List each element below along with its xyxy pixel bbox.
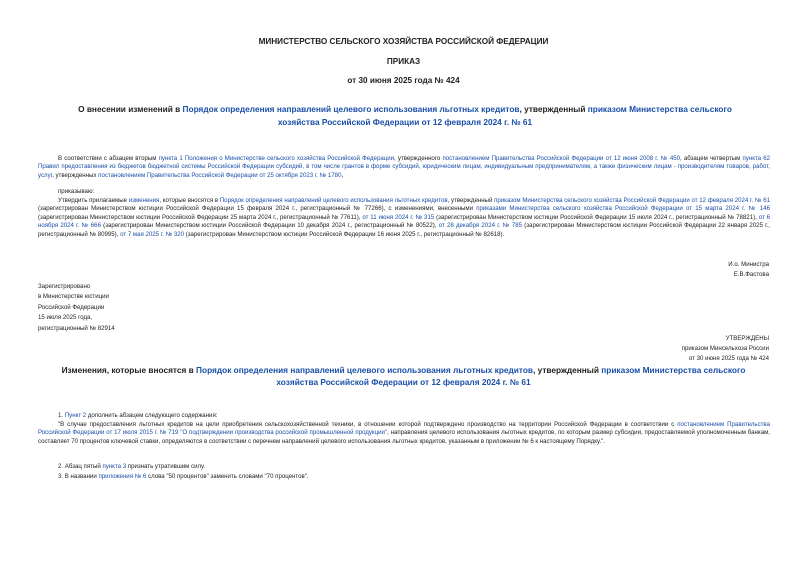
approve-link-order-785[interactable]: от 28 декабря 2024 г. № 785	[438, 222, 523, 230]
registration-line: регистрационный № 82914	[38, 324, 115, 332]
approve-link-procedure[interactable]: Порядок определения направлений целевого использования льготных кредитов	[219, 197, 448, 204]
signature-position: И.о. Министра	[728, 261, 769, 268]
item-1-quote	[38, 421, 770, 446]
registration-block	[38, 282, 238, 334]
approved-line: приказом Минсельхоза России	[681, 345, 769, 353]
doc-date-number: от 30 июня 2025 года № 424	[347, 76, 460, 85]
approve-link-order-315[interactable]: от 11 июня 2024 г. № 315	[362, 213, 435, 221]
approve-link-order-320[interactable]: от 7 мая 2025 г. № 320	[120, 230, 185, 238]
title-mid: , утвержденный	[519, 104, 588, 114]
approve-paragraph	[38, 197, 770, 239]
approved-line: от 30 июня 2025 года № 424	[688, 355, 769, 363]
approve-link-order-146[interactable]: приказами Министерства сельского хозяйства Российской Федерации от 15 марта 2024 г. № 146	[476, 205, 770, 213]
title-pre: О внесении изменений в	[78, 104, 183, 114]
item-text: признать утратившим силу.	[126, 463, 206, 470]
changes-title-link-order[interactable]: приказом Министерства сельского хозяйства Российской Федерации от 12 февраля 2024 г. № 61	[276, 365, 746, 387]
preamble-text: В соответствии с абзацем вторым	[58, 155, 159, 162]
item-text: слова "50 процентов" заменить словами "70 процентов".	[146, 473, 309, 480]
preamble-text: , утвержденных	[52, 171, 99, 179]
approve-link-changes[interactable]: изменения	[128, 197, 160, 204]
approve-text: (зарегистрирован Министерством юстиции Российской Федерации 22 января 2025 г., регистрационный № 80995),	[38, 222, 770, 238]
approve-text: , утвержденный	[447, 197, 495, 204]
changes-title-pre: Изменения, которые вносятся в	[61, 365, 197, 375]
item-text: 2. Абзац пятый	[58, 463, 103, 470]
preamble-link-resolution-450[interactable]: постановлением Правительства Российской Федерации от 12 июня 2008 г. № 450	[442, 155, 681, 162]
preamble-text: , утвержденного	[394, 155, 443, 162]
item-text: 3. В названии	[58, 473, 99, 480]
doc-title	[60, 103, 750, 129]
registration-line: 15 июля 2025 года,	[38, 314, 93, 322]
item-1-link-point-2[interactable]: Пункт 2	[64, 412, 87, 419]
approve-text: Утвердить прилагаемые	[58, 197, 129, 204]
ministry-name: МИНИСТЕРСТВО СЕЛЬСКОГО ХОЗЯЙСТВА РОССИЙСКОЙ ФЕДЕРАЦИИ	[258, 37, 549, 46]
preamble-link-regulation[interactable]: пункта 1 Положения о Министерстве сельского хозяйства Российской Федерации	[158, 155, 395, 162]
approve-text: , которые вносятся в	[159, 197, 220, 204]
changes-title	[40, 364, 767, 388]
item-2-link-point-3[interactable]: пункта 3	[102, 463, 127, 470]
preamble-text: , абзацем четвертым	[680, 155, 743, 162]
registration-line: Российской Федерации	[38, 303, 105, 311]
approve-text: (зарегистрирован Министерством юстиции Российской Федерации 25 марта 2024 г., регистрационный № 77611),	[38, 213, 363, 221]
preamble-link-resolution-1780[interactable]: постановлением Правительства Российской Федерации от 25 октября 2023 г. № 1780	[98, 171, 342, 179]
quote-text: "В случае предоставления льготных кредитов на цели приобретения сельскохозяйственной техники, в отношении которой подтверждено производство на территории Российской Федерации в соответствии с	[58, 421, 678, 428]
item-3	[58, 473, 770, 481]
item-number: 1.	[58, 412, 65, 419]
quote-text: , направления целевого использования льготных кредитов, по которым размер субсидии, предоставляемой уполномоченным банкам, составляет 70 процентов ключевой ставки, определяются в соответствии с перечнем направлений целевого использования льготных кредитов, указанным в приложении № 6 к настоящему Порядку.".	[38, 429, 770, 445]
item-3-link-appendix-6[interactable]: приложения № 6	[98, 473, 147, 480]
doc-type: ПРИКАЗ	[386, 57, 421, 66]
orders-line: приказываю:	[58, 188, 95, 195]
title-link-ministry-order[interactable]: приказом Министерства сельского хозяйства Российской Федерации от 12 февраля 2024 г. № 61	[277, 104, 732, 127]
changes-title-link-procedure[interactable]: Порядок определения направлений целевого использования льготных кредитов	[196, 365, 533, 375]
item-text: дополнить абзацем следующего содержания:	[86, 412, 218, 419]
registration-line: Зарегистрировано	[38, 283, 91, 290]
signature-name: Е.В.Фастова	[733, 271, 769, 278]
item-2	[58, 463, 770, 471]
changes-title-mid: , утвержденный	[533, 365, 602, 375]
title-link-order-procedure[interactable]: Порядок определения направлений целевого использования льготных кредитов	[182, 104, 520, 114]
approve-text: (зарегистрирован Министерством юстиции Российской Федерации 15 февраля 2024 г., регистрационный № 77266), с изменениями, внесенными	[38, 205, 477, 213]
item-1	[58, 412, 770, 420]
approve-text: (зарегистрирован Министерством юстиции Российской Федерации 15 июля 2024 г., регистрационный № 78821),	[434, 213, 759, 221]
approved-line: УТВЕРЖДЕНЫ	[725, 335, 769, 342]
preamble-text: ,	[341, 171, 344, 179]
quote-link-resolution-719[interactable]: постановлением Правительства Российской Федерации от 17 июля 2015 г. № 719 "О подтверждении производства российской промышленной продукции"	[38, 421, 770, 437]
registration-line: в Министерстве юстиции	[38, 293, 109, 301]
approved-block	[560, 334, 769, 365]
preamble	[38, 155, 770, 180]
preamble-link-rules-62[interactable]: пункта 62 Правил предоставления из бюджетов бюджетной системы Российской Федерации субсидий, в том числе грантов в форме субсидий, юридическим лицам, индивидуальным предпринимателям, а также физическим лицам - производителям товаров, работ, услуг	[38, 155, 771, 179]
approve-link-order-666[interactable]: от 6 ноября 2024 г. № 666	[38, 213, 770, 230]
approve-text: (зарегистрирован Министерством юстиции Российской Федерации 16 июня 2025 г., регистрационный № 82618).	[184, 230, 505, 238]
approve-text: (зарегистрирован Министерством юстиции Российской Федерации 10 декабря 2024 г., регистрационный № 80522),	[100, 222, 439, 230]
approve-link-order-61[interactable]: приказом Министерства сельского хозяйства Российской Федерации от 12 февраля 2024 г. № 61	[494, 197, 770, 204]
